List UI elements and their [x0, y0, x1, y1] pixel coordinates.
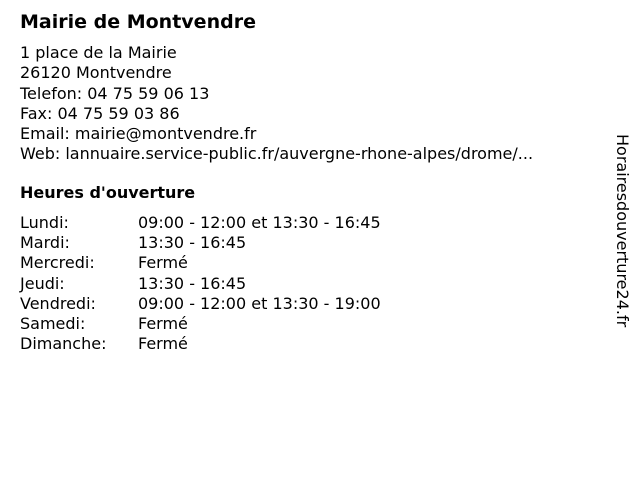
day-label: Dimanche:	[20, 334, 107, 354]
hours-value: 09:00 - 12:00 et 13:30 - 19:00	[138, 293, 381, 313]
hours-value: 13:30 - 16:45	[138, 233, 247, 253]
hours-value: Fermé	[138, 253, 188, 273]
day-label: Samedi:	[20, 313, 86, 333]
hours-row-saturday	[20, 314, 440, 334]
hours-value: 09:00 - 12:00 et 13:30 - 16:45	[138, 213, 381, 232]
day-label: Mardi:	[20, 233, 70, 253]
address-line-2: 26120 Montvendre	[20, 63, 172, 83]
day-label: Mercredi:	[20, 253, 95, 273]
hours-value: Fermé	[138, 334, 188, 354]
phone-number: Telefon: 04 75 59 06 13	[20, 83, 210, 103]
day-label: Jeudi:	[20, 273, 65, 293]
day-label: Vendredi:	[20, 293, 96, 313]
fax-number: Fax: 04 75 59 03 86	[20, 103, 180, 123]
opening-hours-list	[20, 213, 440, 354]
website-url: Web: lannuaire.service-public.fr/auvergne-rhone-alpes/drome/...	[20, 144, 534, 164]
page-title: Mairie de Montvendre	[20, 11, 256, 33]
hours-row-wednesday	[20, 253, 440, 273]
hours-value: 13:30 - 16:45	[138, 273, 247, 293]
hours-row-friday	[20, 294, 440, 314]
day-label: Lundi:	[20, 213, 69, 232]
hours-row-sunday	[20, 334, 440, 354]
hours-value: Fermé	[138, 313, 188, 333]
address-line-1: 1 place de la Mairie	[20, 43, 177, 62]
hours-row-thursday	[20, 274, 440, 294]
hours-row-tuesday	[20, 233, 440, 253]
contact-block	[20, 43, 533, 165]
opening-hours-heading: Heures d'ouverture	[20, 183, 196, 202]
hours-row-monday	[20, 213, 440, 233]
email-address: Email: mairie@montvendre.fr	[20, 124, 257, 144]
site-watermark: Horairesdouverture24.fr	[613, 134, 632, 328]
